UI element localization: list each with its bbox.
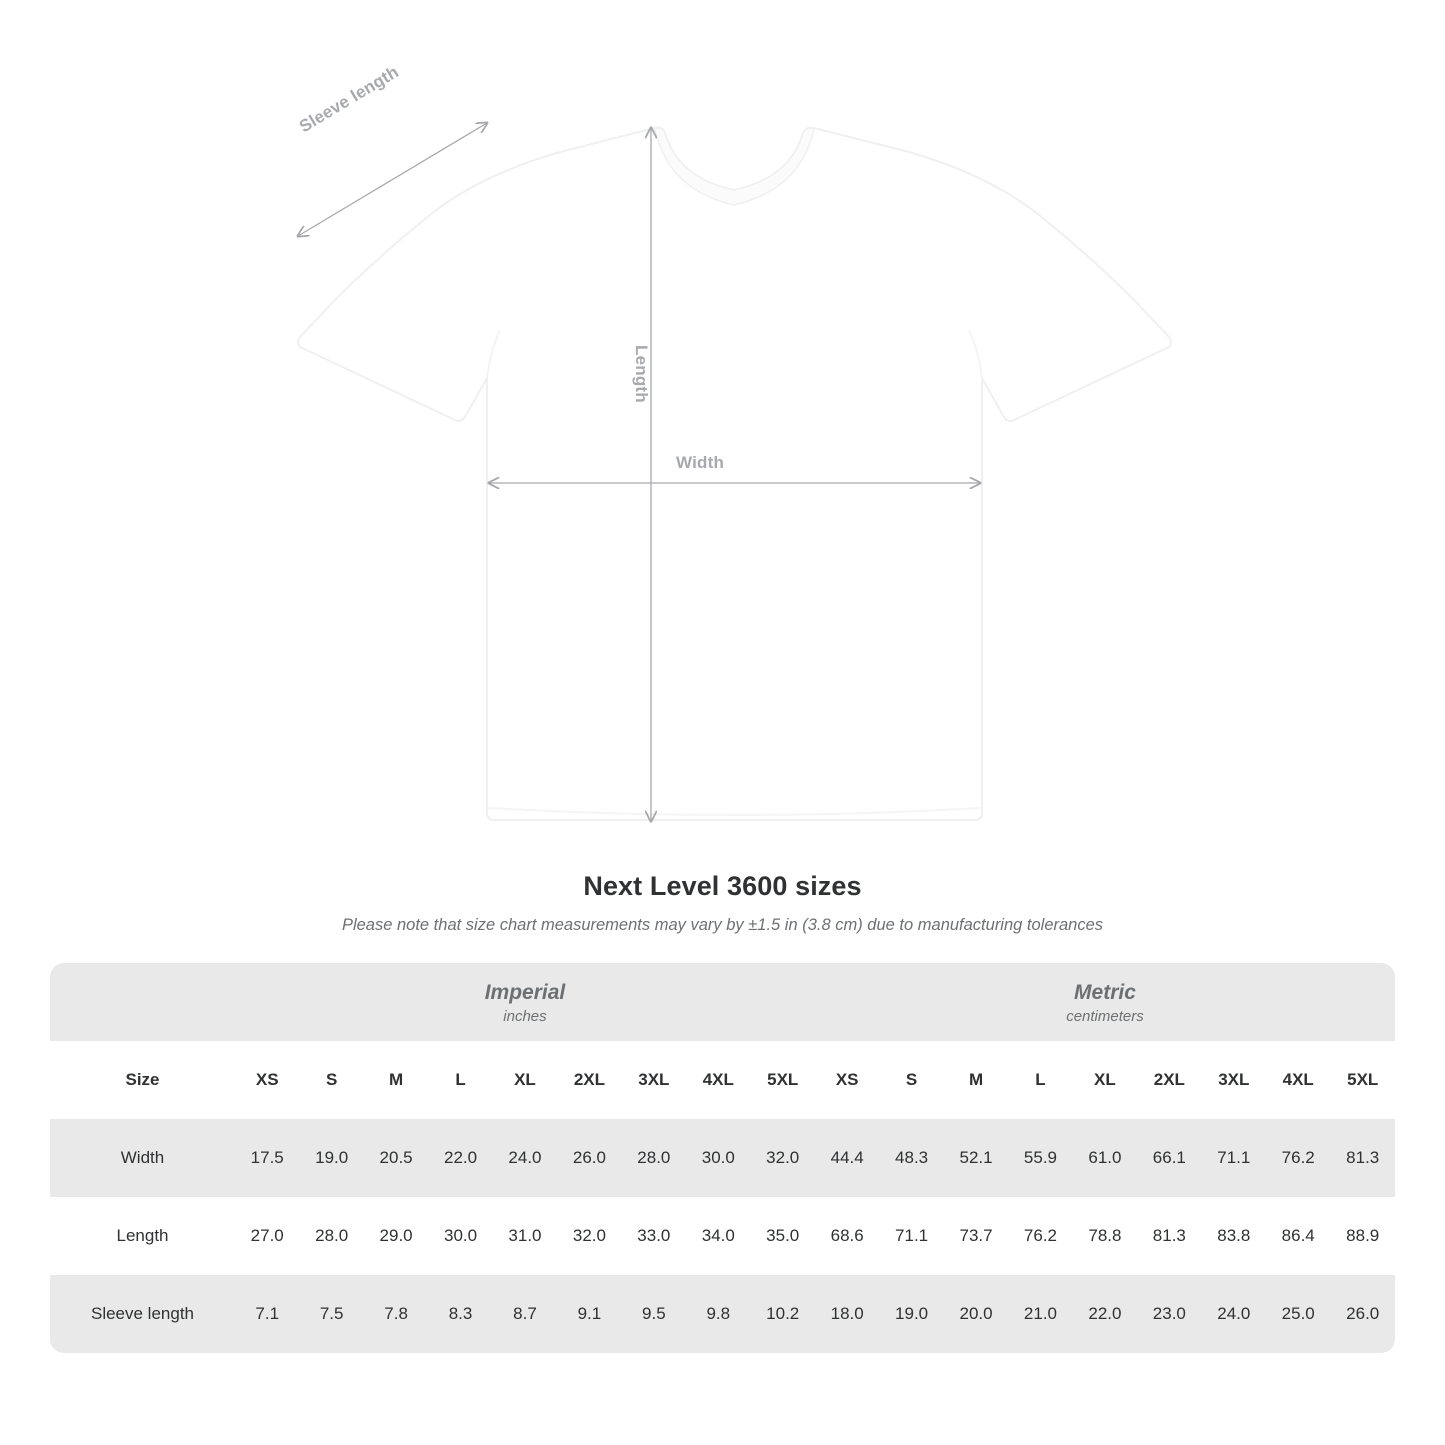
cell-sleeve-imperial-4xl: 9.8 xyxy=(686,1275,750,1353)
table-size-header-row xyxy=(50,1041,1395,1119)
cell-length-metric-xl: 78.8 xyxy=(1073,1197,1137,1275)
cell-length-imperial-m: 29.0 xyxy=(364,1197,428,1275)
cell-width-metric-3xl: 71.1 xyxy=(1202,1119,1266,1197)
cell-length-metric-l: 76.2 xyxy=(1008,1197,1072,1275)
unit-sub-metric: centimeters xyxy=(1066,1007,1144,1025)
cell-length-metric-5xl: 88.9 xyxy=(1330,1197,1395,1275)
cell-width-imperial-l: 22.0 xyxy=(428,1119,492,1197)
cell-width-imperial-xl: 24.0 xyxy=(493,1119,557,1197)
cell-length-metric-3xl: 83.8 xyxy=(1202,1197,1266,1275)
cell-length-imperial-l: 30.0 xyxy=(428,1197,492,1275)
header-col-imperial-s: S xyxy=(299,1041,363,1119)
header-col-imperial-xs: XS xyxy=(235,1041,299,1119)
cell-sleeve-metric-2xl: 23.0 xyxy=(1137,1275,1201,1353)
table-unit-header-row xyxy=(50,963,1395,1041)
row-label-length: Length xyxy=(50,1197,235,1275)
cell-width-metric-xl: 61.0 xyxy=(1073,1119,1137,1197)
cell-sleeve-imperial-l: 8.3 xyxy=(428,1275,492,1353)
cell-length-metric-xs: 68.6 xyxy=(815,1197,879,1275)
table-row xyxy=(50,1275,1395,1353)
cell-length-metric-2xl: 81.3 xyxy=(1137,1197,1201,1275)
cell-width-metric-s: 48.3 xyxy=(879,1119,943,1197)
cell-length-imperial-s: 28.0 xyxy=(299,1197,363,1275)
title-block xyxy=(0,871,1445,935)
cell-width-imperial-2xl: 26.0 xyxy=(557,1119,621,1197)
cell-sleeve-metric-4xl: 25.0 xyxy=(1266,1275,1330,1353)
cell-length-imperial-2xl: 32.0 xyxy=(557,1197,621,1275)
cell-width-metric-5xl: 81.3 xyxy=(1330,1119,1395,1197)
cell-length-imperial-4xl: 34.0 xyxy=(686,1197,750,1275)
header-col-imperial-3xl: 3XL xyxy=(622,1041,686,1119)
cell-sleeve-metric-xl: 22.0 xyxy=(1073,1275,1137,1353)
header-col-metric-l: L xyxy=(1008,1041,1072,1119)
cell-sleeve-imperial-2xl: 9.1 xyxy=(557,1275,621,1353)
header-col-metric-2xl: 2XL xyxy=(1137,1041,1201,1119)
header-col-imperial-4xl: 4XL xyxy=(686,1041,750,1119)
cell-sleeve-imperial-xl: 8.7 xyxy=(493,1275,557,1353)
cell-length-imperial-5xl: 35.0 xyxy=(751,1197,815,1275)
header-col-metric-5xl: 5XL xyxy=(1330,1041,1395,1119)
cell-length-metric-m: 73.7 xyxy=(944,1197,1008,1275)
unit-name-imperial: Imperial xyxy=(484,981,566,1005)
cell-length-metric-s: 71.1 xyxy=(879,1197,943,1275)
cell-width-imperial-s: 19.0 xyxy=(299,1119,363,1197)
cell-length-imperial-xs: 27.0 xyxy=(235,1197,299,1275)
cell-sleeve-metric-m: 20.0 xyxy=(944,1275,1008,1353)
cell-sleeve-imperial-3xl: 9.5 xyxy=(622,1275,686,1353)
page-title: Next Level 3600 sizes xyxy=(583,871,862,901)
cell-width-imperial-xs: 17.5 xyxy=(235,1119,299,1197)
size-table-wrapper xyxy=(50,963,1395,1353)
cell-sleeve-imperial-xs: 7.1 xyxy=(235,1275,299,1353)
row-label-sleeve-length: Sleeve length xyxy=(50,1275,235,1353)
sleeve-length-label: Sleeve length xyxy=(296,62,402,137)
unit-name-metric: Metric xyxy=(1074,981,1136,1005)
cell-width-metric-xs: 44.4 xyxy=(815,1119,879,1197)
cell-width-imperial-3xl: 28.0 xyxy=(622,1119,686,1197)
row-label-width: Width xyxy=(50,1119,235,1197)
header-col-metric-s: S xyxy=(879,1041,943,1119)
cell-sleeve-metric-s: 19.0 xyxy=(879,1275,943,1353)
cell-sleeve-metric-xs: 18.0 xyxy=(815,1275,879,1353)
table-row xyxy=(50,1119,1395,1197)
cell-length-imperial-3xl: 33.0 xyxy=(622,1197,686,1275)
cell-width-metric-2xl: 66.1 xyxy=(1137,1119,1201,1197)
cell-length-imperial-xl: 31.0 xyxy=(493,1197,557,1275)
cell-width-imperial-m: 20.5 xyxy=(364,1119,428,1197)
cell-width-metric-l: 55.9 xyxy=(1008,1119,1072,1197)
header-size-label: Size xyxy=(50,1041,235,1119)
width-label: Width xyxy=(676,453,725,472)
size-table xyxy=(50,963,1395,1353)
unit-header-metric xyxy=(815,963,1395,1041)
tshirt-shape xyxy=(298,128,1171,820)
header-col-imperial-xl: XL xyxy=(493,1041,557,1119)
unit-sub-imperial: inches xyxy=(503,1007,547,1025)
cell-length-metric-4xl: 86.4 xyxy=(1266,1197,1330,1275)
header-col-metric-m: M xyxy=(944,1041,1008,1119)
header-col-metric-4xl: 4XL xyxy=(1266,1041,1330,1119)
cell-width-metric-m: 52.1 xyxy=(944,1119,1008,1197)
header-col-imperial-l: L xyxy=(428,1041,492,1119)
header-col-metric-xs: XS xyxy=(815,1041,879,1119)
length-label: Length xyxy=(632,345,651,403)
cell-sleeve-imperial-5xl: 10.2 xyxy=(751,1275,815,1353)
unit-header-imperial xyxy=(235,963,815,1041)
cell-sleeve-imperial-s: 7.5 xyxy=(299,1275,363,1353)
cell-sleeve-metric-l: 21.0 xyxy=(1008,1275,1072,1353)
cell-sleeve-metric-3xl: 24.0 xyxy=(1202,1275,1266,1353)
cell-width-imperial-5xl: 32.0 xyxy=(751,1119,815,1197)
header-col-metric-xl: XL xyxy=(1073,1041,1137,1119)
header-col-imperial-m: M xyxy=(364,1041,428,1119)
header-col-imperial-5xl: 5XL xyxy=(751,1041,815,1119)
cell-sleeve-imperial-m: 7.8 xyxy=(364,1275,428,1353)
cell-width-metric-4xl: 76.2 xyxy=(1266,1119,1330,1197)
cell-sleeve-metric-5xl: 26.0 xyxy=(1330,1275,1395,1353)
header-col-imperial-2xl: 2XL xyxy=(557,1041,621,1119)
cell-width-imperial-4xl: 30.0 xyxy=(686,1119,750,1197)
unit-header-corner xyxy=(50,963,235,1041)
table-row xyxy=(50,1197,1395,1275)
header-col-metric-3xl: 3XL xyxy=(1202,1041,1266,1119)
tolerance-note: Please note that size chart measurements may vary by ±1.5 in (3.8 cm) due to manufacturing tolerances xyxy=(341,916,1104,934)
